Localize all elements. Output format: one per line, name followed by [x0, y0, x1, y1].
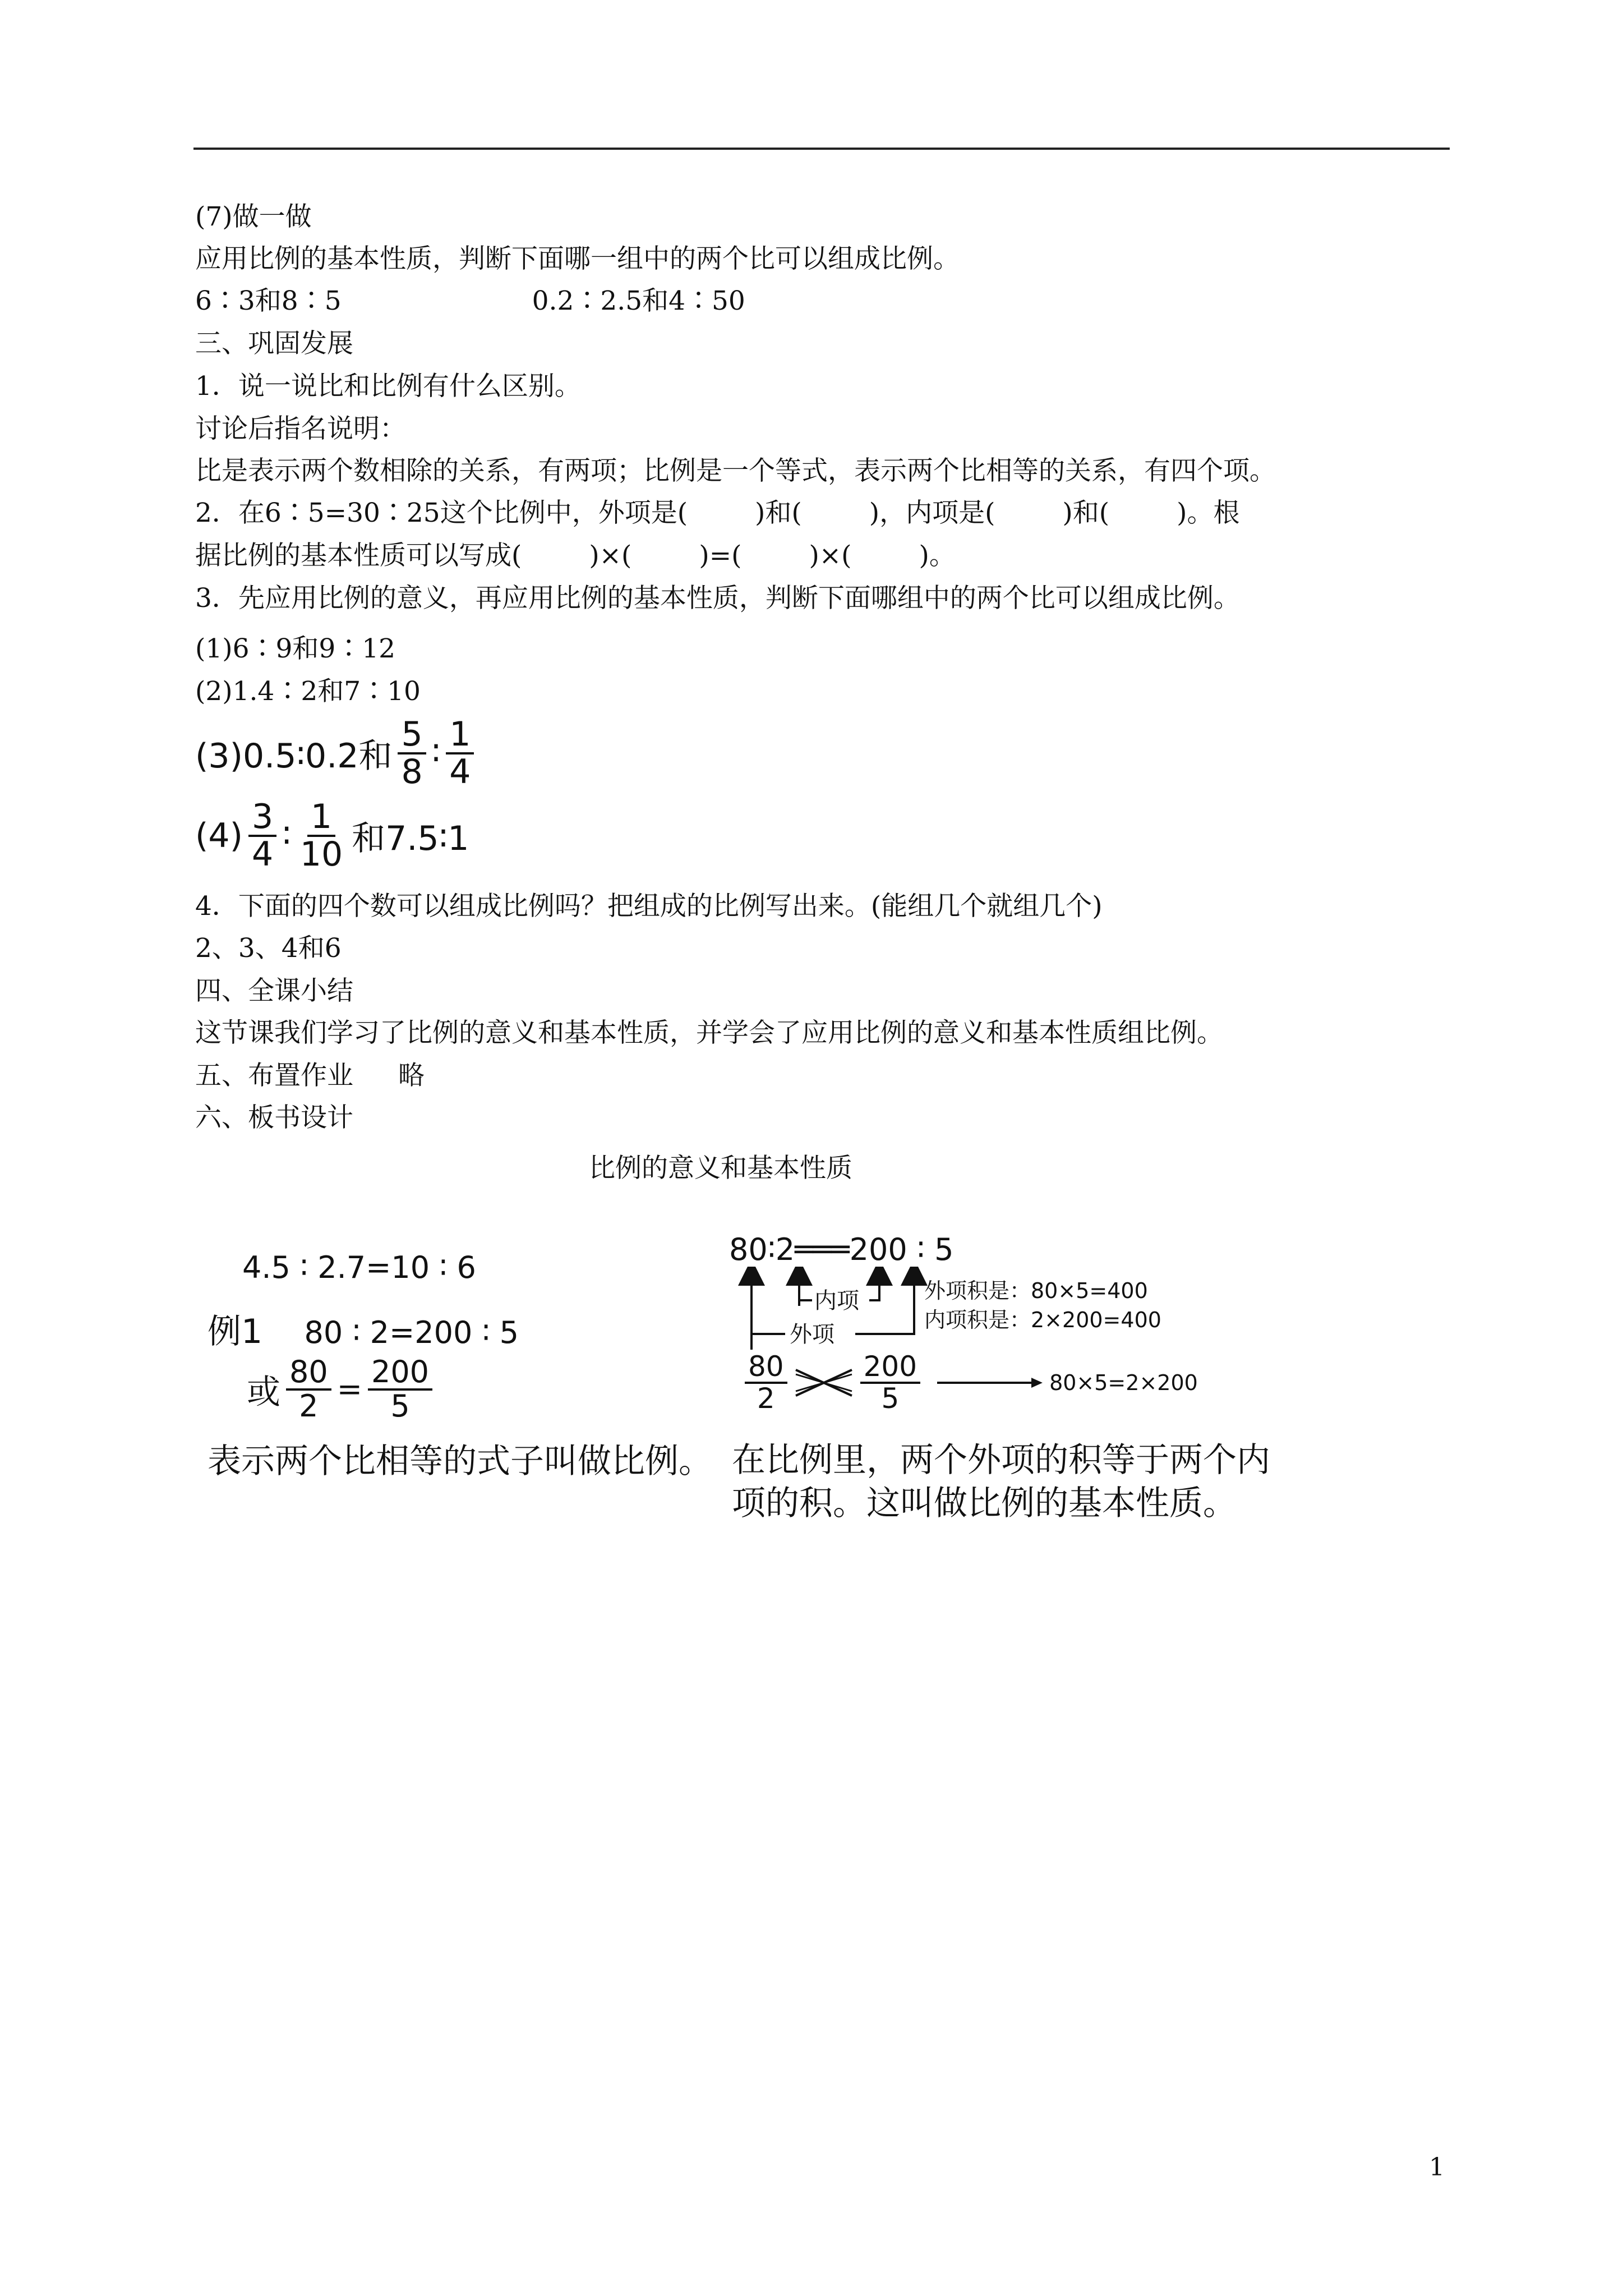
board-fraction-form	[247, 1356, 438, 1422]
ratio-vs-proportion: 比是表示两个数相除的关系，有两项；比例是一个等式，表示两个比相等的关系，有四个项。	[195, 455, 1276, 486]
board-example	[208, 1305, 519, 1353]
fraction	[745, 1352, 787, 1413]
fraction-numerator: 1	[307, 799, 335, 837]
q2-text-j: )。	[919, 540, 956, 571]
question-1: 1．说一说比和比例有什么区别。	[195, 371, 581, 402]
q2-text-c: )，内项是(	[869, 498, 995, 528]
fraction	[297, 799, 346, 872]
fraction-numerator: 5	[398, 717, 426, 754]
board-definition: 表示两个比相等的式子叫做比例。	[208, 1442, 712, 1481]
q2-text-f: 据比例的基本性质可以写成(	[195, 540, 522, 571]
question-3: 3．先应用比例的意义，再应用比例的基本性质，判断下面哪组中的两个比可以组成比例。	[195, 583, 1240, 614]
inner-terms-label: 内项	[814, 1288, 859, 1314]
section-do-it: (7)做一做	[195, 201, 312, 232]
fraction	[286, 1356, 331, 1422]
summary-text: 这节课我们学习了比例的意义和基本性质，并学会了应用比例的意义和基本性质组比例。	[195, 1018, 1223, 1048]
q2-text-d: )和(	[1062, 498, 1110, 528]
fraction-denominator: 4	[449, 752, 471, 792]
q2-text-g: )×(	[589, 540, 632, 571]
equals-sign: =	[336, 1372, 362, 1407]
fraction-numerator: 80	[286, 1356, 331, 1391]
pair-b: 0.2∶2.5和4∶50	[532, 286, 745, 316]
q3-item-3	[195, 717, 479, 790]
cross-multiply	[739, 1352, 1198, 1413]
q3-item-4-prefix: (4)	[195, 816, 243, 855]
q2-text-b: )和(	[755, 498, 802, 528]
q2-text-e: )。根	[1177, 498, 1240, 528]
inner-product: 内项积是：2×200=400	[924, 1308, 1161, 1332]
fraction	[446, 717, 474, 790]
cross-arrows	[793, 1363, 855, 1402]
heading-consolidate: 三、巩固发展	[195, 328, 353, 359]
fraction-numerator: 80	[745, 1352, 787, 1384]
outer-product: 外项积是：80×5=400	[924, 1278, 1148, 1303]
fraction-numerator: 3	[248, 799, 276, 837]
fraction-numerator: 200	[368, 1356, 432, 1391]
fraction-denominator: 4	[252, 835, 274, 874]
board-title: 比例的意义和基本性质	[589, 1153, 852, 1184]
board-right-eq: 80∶2═══200 ∶ 5	[729, 1232, 954, 1267]
example-label: 例1	[208, 1312, 263, 1351]
or-label: 或	[247, 1372, 280, 1412]
question-2-line2	[195, 539, 956, 573]
q3-item-4-suffix: 和7.5∶1	[352, 819, 469, 858]
inner-bracket-right	[869, 1272, 879, 1300]
cross-result: 80×5=2×200	[1049, 1370, 1198, 1395]
fraction	[248, 799, 276, 872]
fraction-denominator: 10	[299, 835, 343, 874]
fraction-numerator: 200	[860, 1352, 920, 1384]
heading-homework: 五、布置作业	[195, 1060, 353, 1091]
q3-item-4	[195, 799, 469, 872]
property-line-2: 项的积。这叫做比例的基本性质。	[732, 1484, 1237, 1523]
fraction-numerator: 1	[446, 717, 474, 754]
fraction	[398, 717, 426, 790]
property-line-1: 在比例里，两个外项的积等于两个内	[732, 1441, 1270, 1480]
fraction-denominator: 2	[299, 1388, 319, 1424]
heading-board-design: 六、板书设计	[195, 1102, 353, 1133]
q3-item-3-prefix: (3)0.5∶0.2和	[195, 737, 393, 776]
q4-numbers: 2、3、4和6	[195, 933, 342, 964]
header-rule	[193, 148, 1450, 150]
heading-summary: 四、全课小结	[195, 976, 353, 1006]
q2-text-i: )×(	[809, 540, 852, 571]
exercise-pairs	[195, 284, 745, 318]
board-eq2: 80 ∶ 2=200 ∶ 5	[304, 1315, 519, 1350]
question-4: 4．下面的四个数可以组成比例吗？把组成的比例写出来。(能组几个就组几个)	[195, 891, 1103, 922]
outer-terms-label: 外项	[790, 1322, 834, 1347]
fraction-denominator: 8	[401, 752, 423, 792]
board-eq1: 4.5 ∶ 2.7=10 ∶ 6	[242, 1250, 476, 1285]
fraction-denominator: 5	[881, 1382, 900, 1415]
homework-omitted: 略	[398, 1060, 425, 1091]
result-arrow	[937, 1374, 1044, 1391]
q3-item-2: (2)1.4∶2和7∶10	[195, 676, 421, 707]
page-number: 1	[1429, 2153, 1445, 2182]
discussion-note: 讨论后指名说明：	[195, 413, 406, 444]
terms-bracket-diagram	[729, 1267, 942, 1362]
question-2-line1	[195, 496, 1239, 530]
arrow-head	[1031, 1378, 1043, 1388]
fraction	[860, 1352, 920, 1413]
fraction-denominator: 2	[757, 1382, 775, 1415]
q3-item-1: (1)6∶9和9∶12	[195, 633, 396, 664]
pair-a: 6∶3和8∶5	[195, 286, 342, 316]
q2-text-h: )=(	[699, 540, 742, 571]
colon: ∶	[431, 734, 441, 773]
homework-line	[195, 1059, 425, 1093]
instruction-text: 应用比例的基本性质，判断下面哪一组中的两个比可以组成比例。	[195, 243, 960, 274]
fraction-denominator: 5	[390, 1388, 410, 1424]
colon: ∶	[282, 816, 291, 855]
q2-text-a: 2．在6∶5=30∶25这个比例中，外项是(	[195, 498, 688, 528]
outer-bracket-right	[855, 1272, 914, 1334]
fraction	[368, 1356, 432, 1422]
